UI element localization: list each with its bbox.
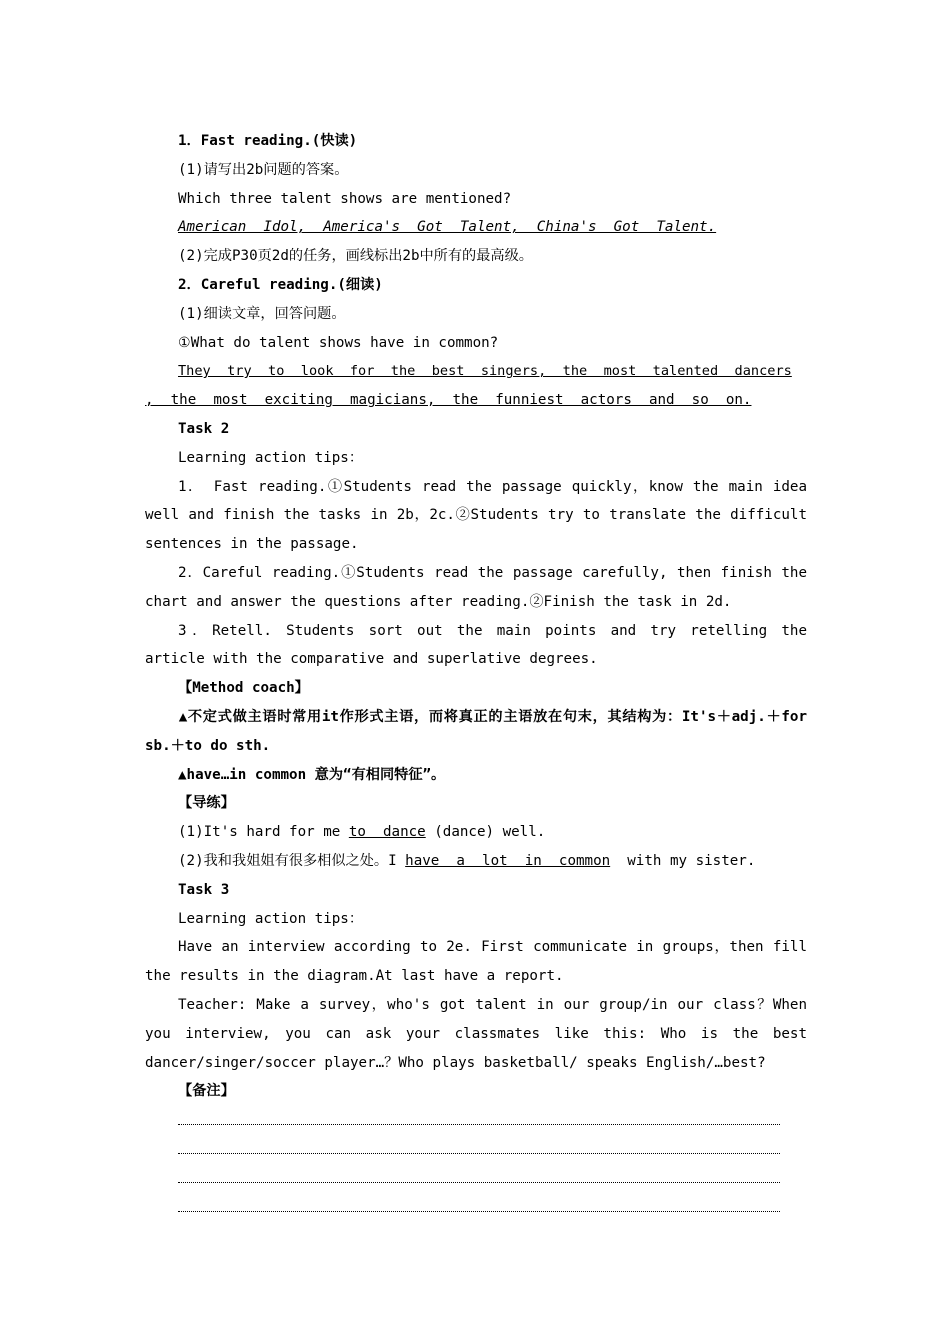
task3-para1: Have an interview according to 2e. First communicate in groups，then fill the results in the diagram.At last have a report. <box>145 939 807 985</box>
fast-reading-heading: 1．Fast reading.(快读) <box>178 133 358 149</box>
task2-tip2: 2．Careful reading.①Students read the passage carefully, then finish the chart and answer the questions after reading.②Finish the task in 2d. <box>145 564 807 610</box>
practice-ex2: (2)我和我姐姐有很多相似之处。I have a lot in common with my sister. <box>178 852 756 869</box>
q2-instruction: (2)完成P30页2d的任务，画线标出2b中所有的最高级。 <box>178 248 533 265</box>
task2-tips-label: Learning action tips： <box>178 449 364 466</box>
careful-reading-heading: 2．Careful reading.(细读) <box>178 276 383 293</box>
practice-ex1: (1)It's hard for me to dance (dance) well. <box>178 824 546 841</box>
q1-question: Which three talent shows are mentioned? <box>178 190 512 207</box>
method-point2: ▲have…in common 意为“有相同特征”。 <box>178 766 446 783</box>
ex2-answer: have a lot in common <box>405 852 611 869</box>
c1-question: ①What do talent shows have in common? <box>178 334 499 351</box>
ex1-answer: to dance <box>348 824 426 841</box>
document-page <box>145 127 807 1106</box>
task2-title: Task 2 <box>178 420 230 437</box>
c1-instruction: (1)细读文章，回答问题。 <box>178 305 346 322</box>
task3-para2: Teacher: Make a survey，who's got talent in our group/in our class？When you interview, you can ask your classmates like this: Who is the best dancer/singer/soccer player…？Who plays basketball/ speaks English/…best? <box>145 996 807 1071</box>
c1-answer-line1: They try to look for the best singers, the most talented dancers <box>178 363 792 380</box>
note-line[interactable] <box>178 1153 780 1154</box>
q1-answer: American Idol, America's Got Talent, China's Got Talent. <box>178 219 717 236</box>
notes-title: 【备注】 <box>178 1083 235 1100</box>
notes-lines <box>178 1124 780 1240</box>
task2-tip3: 3．Retell. Students sort out the main points and try retelling the article with the comparative and superlative degrees. <box>145 622 807 668</box>
note-line[interactable] <box>178 1211 780 1212</box>
c1-answer-line2: , the most exciting magicians, the funniest actors and so on. <box>145 392 752 409</box>
method-point1: ▲不定式做主语时常用it作形式主语，而将真正的主语放在句末，其结构为：It's＋adj.＋for sb.＋to do sth. <box>145 708 807 754</box>
note-line[interactable] <box>178 1182 780 1183</box>
task3-title: Task 3 <box>178 881 230 898</box>
method-coach-title: 【Method coach】 <box>178 680 309 697</box>
task3-tips-label: Learning action tips： <box>178 910 364 927</box>
q1-instruction: (1)请写出2b问题的答案。 <box>178 161 349 178</box>
practice-title: 【导练】 <box>178 795 235 812</box>
note-line[interactable] <box>178 1124 780 1125</box>
task2-tip1: 1． Fast reading.①Students read the passage quickly，know the main idea well and finish the tasks in 2b，2c.②Students try to translate the difficult sentences in the passage. <box>145 478 807 553</box>
